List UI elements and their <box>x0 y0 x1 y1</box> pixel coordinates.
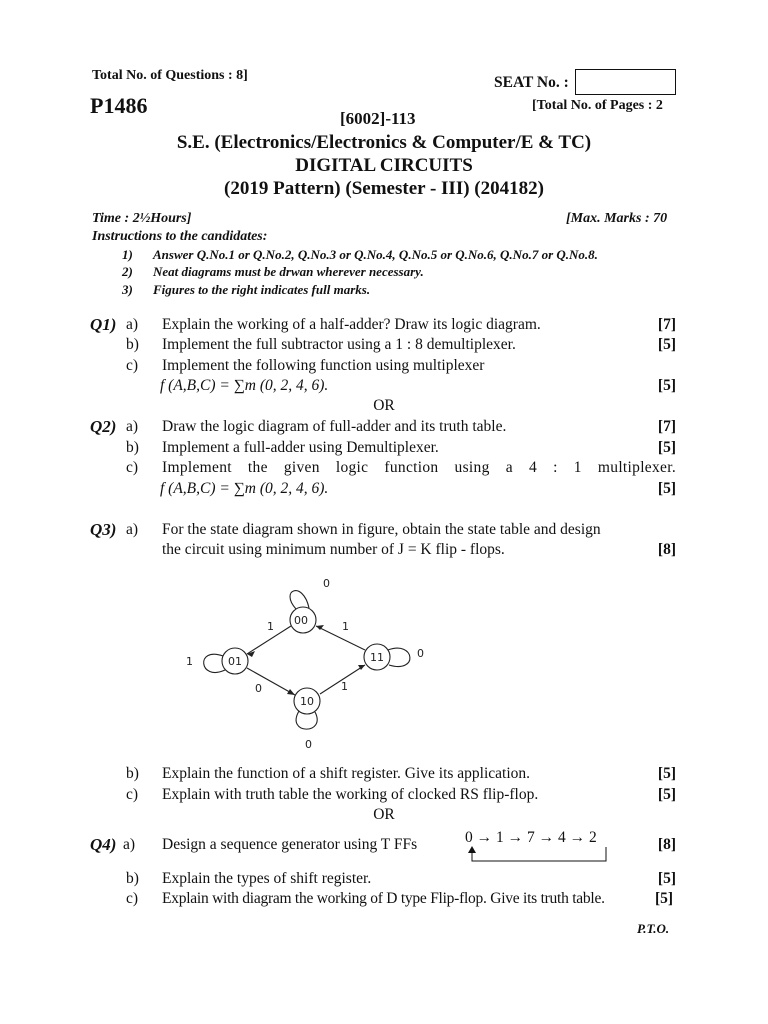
state-label-00: 00 <box>294 614 308 627</box>
q2c-text: Implement the given logic function using a 4 : 1 multiplexer. <box>162 459 676 476</box>
q4c-marks: [5] <box>655 890 674 907</box>
q2c-letter: c) <box>126 459 139 476</box>
q2-label: Q2) <box>90 417 117 436</box>
q4a-sequence: 0 → 1 → 7 → 4 → 2 <box>465 829 597 846</box>
q1a-letter: a) <box>126 316 139 333</box>
edge-label: 1 <box>267 620 274 633</box>
pto-label: P.T.O. <box>637 921 670 936</box>
q3a-marks: [8] <box>657 541 676 558</box>
q1b-marks: [5] <box>657 336 676 353</box>
instruction-text: Figures to the right indicates full marks. <box>153 282 371 297</box>
instruction-num: 1) <box>122 247 133 262</box>
q1c-text: Implement the following function using multiplexer <box>162 357 485 374</box>
instruction-num: 2) <box>122 264 133 279</box>
q1a-text: Explain the working of a half-adder? Draw its logic diagram. <box>162 316 541 333</box>
subject-title: DIGITAL CIRCUITS <box>295 155 473 176</box>
q4c-letter: c) <box>126 890 139 907</box>
time-label: Time : 2½Hours] <box>92 211 192 226</box>
q1c-letter: c) <box>126 357 139 374</box>
q2c-formula: f (A,B,C) = ∑m (0, 2, 4, 6). <box>160 480 329 497</box>
edge-label: 0 <box>305 738 312 751</box>
q3c-letter: c) <box>126 786 139 803</box>
edge-label: 0 <box>255 682 262 695</box>
q4-label: Q4) <box>90 835 117 854</box>
q4a-marks: [8] <box>657 836 676 853</box>
edge-label: 1 <box>186 655 193 668</box>
q1-label: Q1) <box>90 315 117 334</box>
self-loop-00 <box>290 591 309 609</box>
q2a-marks: [7] <box>657 418 676 435</box>
sequence-feedback-arrow <box>462 845 614 867</box>
q4a-letter: a) <box>123 836 136 853</box>
q3a-text-line2: the circuit using minimum number of J = K flip - flops. <box>162 541 505 558</box>
q4a-text: Design a sequence generator using T FFs <box>162 836 418 853</box>
q4b-marks: [5] <box>657 870 676 887</box>
paper-code: P1486 <box>90 93 148 118</box>
q2c-marks: [5] <box>657 480 676 497</box>
self-loop-11 <box>388 648 410 666</box>
q3a-text-line1: For the state diagram shown in figure, obtain the state table and design <box>162 521 601 538</box>
q1b-letter: b) <box>126 336 139 353</box>
q2b-marks: [5] <box>657 439 676 456</box>
or-separator: OR <box>373 806 395 823</box>
q1c-formula: f (A,B,C) = ∑m (0, 2, 4, 6). <box>160 377 329 394</box>
course-title: S.E. (Electronics/Electronics & Computer/E & TC) <box>176 132 592 153</box>
q3-label: Q3) <box>90 520 117 539</box>
q2a-text: Draw the logic diagram of full-adder and its truth table. <box>162 418 507 435</box>
exam-code: [6002]-113 <box>340 109 416 128</box>
instruction-text: Answer Q.No.1 or Q.No.2, Q.No.3 or Q.No.4, Q.No.5 or Q.No.6, Q.No.7 or Q.No.8. <box>153 247 598 262</box>
q3c-text: Explain with truth table the working of clocked RS flip-flop. <box>162 786 539 803</box>
q4b-text: Explain the types of shift register. <box>162 870 372 887</box>
q4c-text: Explain with diagram the working of D type Flip-flop. Give its truth table. <box>162 890 605 907</box>
or-separator: OR <box>373 397 395 414</box>
pattern-line: (2019 Pattern) (Semester - III) (204182) <box>224 178 544 199</box>
q1c-marks: [5] <box>657 377 676 394</box>
total-questions: Total No. of Questions : 8] <box>92 68 248 83</box>
instruction-num: 3) <box>122 282 133 297</box>
q2b-letter: b) <box>126 439 139 456</box>
max-marks: [Max. Marks : 70 <box>566 211 668 226</box>
seat-no-label: SEAT No. : <box>494 74 569 91</box>
q3b-text: Explain the function of a shift register. Give its application. <box>162 765 531 782</box>
state-diagram <box>175 570 445 755</box>
state-label-10: 10 <box>300 695 314 708</box>
q1b-text: Implement the full subtractor using a 1 : 8 demultiplexer. <box>162 336 516 353</box>
state-label-01: 01 <box>228 655 242 668</box>
seat-number-box <box>575 69 676 95</box>
total-pages: [Total No. of Pages : 2 <box>532 98 663 113</box>
q1a-marks: [7] <box>657 316 676 333</box>
edge-00-11 <box>316 626 365 650</box>
q3b-marks: [5] <box>657 765 676 782</box>
edge-label: 0 <box>417 647 424 660</box>
instructions-title: Instructions to the candidates: <box>92 229 268 244</box>
instruction-text: Neat diagrams must be drwan wherever necessary. <box>153 264 424 279</box>
q3b-letter: b) <box>126 765 139 782</box>
q2a-letter: a) <box>126 418 139 435</box>
q4b-letter: b) <box>126 870 139 887</box>
q2b-text: Implement a full-adder using Demultiplexer. <box>162 439 439 456</box>
state-label-11: 11 <box>370 651 384 664</box>
edge-label: 0 <box>323 577 330 590</box>
q3a-letter: a) <box>126 521 139 538</box>
edge-label: 1 <box>342 620 349 633</box>
edge-label: 1 <box>341 680 348 693</box>
q3c-marks: [5] <box>657 786 676 803</box>
